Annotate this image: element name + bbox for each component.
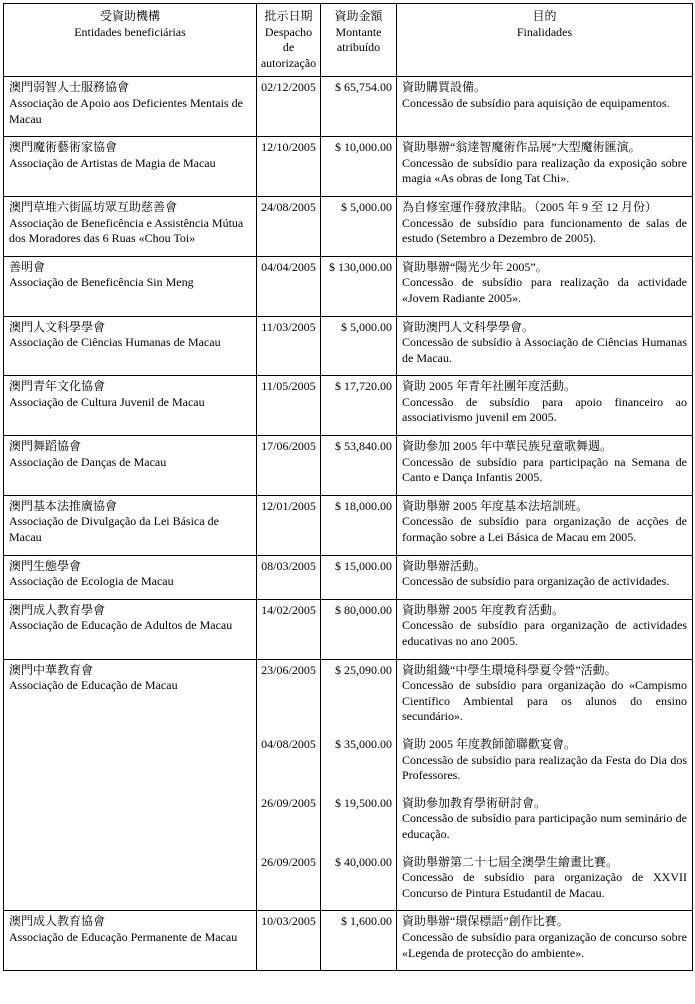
purpose-pt: Concessão de subsídio para organização de actividades educativas no ano 2005. — [402, 618, 687, 648]
header-entity-pt: Entidades beneficiárias — [74, 24, 186, 39]
purpose-zh: 為自修室運作發放津貼。（2005 年 9 至 12 月份） — [402, 199, 658, 214]
purpose-pt: Concessão de subsídio para realização da Festa do Dia dos Professores. — [402, 752, 687, 783]
purpose-cell — [397, 599, 693, 659]
purpose-cell — [397, 316, 693, 376]
entity-name-zh: 澳門人文科學學會 — [9, 319, 106, 334]
entity-name-pt: Associação de Apoio aos Deficientes Mentais de Macau — [9, 95, 243, 126]
purpose-zh: 資助參加教育學術研討會。 — [402, 795, 547, 810]
entity-name-zh: 澳門魔術藝術家協會 — [9, 140, 118, 155]
entity-name-pt: Associação de Artistas de Magia de Macau — [9, 155, 216, 170]
table-row — [4, 256, 693, 316]
amount-cell: $ 5,000.00 — [321, 316, 397, 376]
purpose-zh: 資助舉辦“翁達智魔術作品展”大型魔術匯演。 — [402, 140, 641, 155]
amount-cell: $ 17,720.00 — [321, 376, 397, 436]
purpose-cell — [397, 555, 693, 599]
table-header-row — [4, 4, 693, 77]
header-entity-zh: 受資助機構 — [99, 9, 160, 23]
entity-cell — [4, 376, 257, 436]
purpose-cell — [397, 137, 693, 197]
amount-cell: $ 5,000.00 — [321, 196, 397, 256]
purpose-zh: 資助 2005 年青年社團年度活動。 — [402, 379, 577, 394]
header-amount-pt: Montante atribuído — [335, 24, 382, 55]
purpose-cell — [397, 911, 693, 971]
entity-cell — [4, 316, 257, 376]
table-row — [4, 911, 693, 971]
entity-cell — [4, 911, 257, 971]
table-row — [4, 196, 693, 256]
purpose-cell — [397, 793, 693, 852]
amount-cell: $ 35,000.00 — [321, 734, 397, 793]
amount-cell: $ 65,754.00 — [321, 77, 397, 137]
table-row — [4, 555, 693, 599]
purpose-zh: 資助組織“中學生環境科學夏令營”活動。 — [402, 662, 617, 677]
purpose-pt: Concessão de subsídio para participação num seminário de educação. — [402, 811, 687, 841]
purpose-pt: Concessão de subsídio para participação na Semana de Canto e Dança Infantis 2005. — [402, 454, 687, 485]
purpose-pt: Concessão de subsídio para organização de acções de formação sobre a Lei Básica de Macau em 2005. — [402, 514, 687, 545]
entity-cell — [4, 77, 257, 137]
date-cell: 24/08/2005 — [257, 196, 321, 256]
entity-name-pt: Associação de Beneficência e Assistência Mútua dos Moradores das 6 Ruas «Chou Toi» — [9, 215, 244, 246]
purpose-cell — [397, 376, 693, 436]
entity-name-pt: Associação de Divulgação da Lei Básica de Macau — [9, 514, 219, 545]
amount-cell: $ 40,000.00 — [321, 852, 397, 911]
date-cell: 23/06/2005 — [257, 659, 321, 734]
purpose-zh: 資助舉辦活動。 — [402, 558, 487, 573]
amount-cell: $ 18,000.00 — [321, 495, 397, 555]
entity-name-zh: 善明會 — [9, 259, 46, 274]
entity-cell — [4, 495, 257, 555]
header-purpose — [397, 4, 693, 77]
amount-cell: $ 130,000.00 — [321, 256, 397, 316]
purpose-cell — [397, 256, 693, 316]
date-cell: 26/09/2005 — [257, 793, 321, 852]
table-row — [4, 376, 693, 436]
entity-name-zh: 澳門青年文化協會 — [9, 379, 106, 394]
date-cell: 11/05/2005 — [257, 376, 321, 436]
amount-cell: $ 25,090.00 — [321, 659, 397, 734]
entity-name-pt: Associação de Educação de Macau — [9, 678, 178, 693]
purpose-zh: 資助澳門人文科學學會。 — [402, 319, 535, 334]
purpose-pt: Concessão de subsídio para organização de concurso sobre «Legenda de protecção do ambiente». — [402, 929, 687, 960]
entity-cell — [4, 196, 257, 256]
purpose-cell — [397, 659, 693, 734]
purpose-cell — [397, 436, 693, 496]
date-cell: 12/01/2005 — [257, 495, 321, 555]
amount-cell: $ 80,000.00 — [321, 599, 397, 659]
table-body — [4, 77, 693, 971]
purpose-cell — [397, 852, 693, 911]
date-cell: 04/04/2005 — [257, 256, 321, 316]
table-row — [4, 77, 693, 137]
entity-name-pt: Associação de Cultura Juvenil de Macau — [9, 394, 205, 409]
entity-name-zh: 澳門成人教育學會 — [9, 602, 106, 617]
date-cell: 14/02/2005 — [257, 599, 321, 659]
entity-name-zh: 澳門生態學會 — [9, 558, 82, 573]
entity-name-pt: Associação de Educação de Adultos de Macau — [9, 618, 233, 633]
purpose-pt: Concessão de subsídio para realização da exposição sobre magia «As obras de Iong Tat Chi». — [402, 155, 687, 186]
date-cell: 02/12/2005 — [257, 77, 321, 137]
header-date-zh: 批示日期 — [264, 9, 313, 23]
header-amount — [321, 4, 397, 77]
entity-name-zh: 澳門弱智人士服務協會 — [9, 80, 130, 95]
header-entity — [4, 4, 257, 77]
entity-name-zh: 澳門中華教育會 — [9, 662, 94, 677]
date-cell: 08/03/2005 — [257, 555, 321, 599]
date-cell: 11/03/2005 — [257, 316, 321, 376]
purpose-zh: 資助參加 2005 年中華民族兒童歌舞週。 — [402, 439, 613, 454]
purpose-pt: Concessão de subsídio para aquisição de equipamentos. — [402, 95, 670, 110]
purpose-zh: 資助舉辦 2005 年度基本法培訓班。 — [402, 498, 589, 513]
entity-cell — [4, 599, 257, 659]
entity-cell — [4, 137, 257, 197]
entity-name-pt: Associação de Beneficência Sin Meng — [9, 275, 194, 290]
amount-cell: $ 1,600.00 — [321, 911, 397, 971]
purpose-zh: 資助舉辦“環保標語”創作比賽。 — [402, 914, 569, 929]
purpose-pt: Concessão de subsídio para organização de XXVII Concurso de Pintura Estudantil de Macau. — [402, 870, 687, 900]
purpose-cell — [397, 196, 693, 256]
entity-name-zh: 澳門基本法推廣協會 — [9, 498, 118, 513]
header-date-pt: Despacho de autorização — [260, 24, 317, 70]
entity-name-zh: 澳門舞蹈協會 — [9, 439, 82, 454]
purpose-pt: Concessão de subsídio para apoio financeiro ao associativismo juvenil em 2005. — [402, 394, 687, 425]
purpose-pt: Concessão de subsídio para organização de actividades. — [402, 574, 670, 589]
purpose-zh: 資助舉辦第二十七屆全澳學生繪畫比賽。 — [402, 854, 619, 869]
purpose-pt: Concessão de subsídio à Associação de Ciências Humanas de Macau. — [402, 335, 687, 365]
table-row — [4, 659, 693, 734]
purpose-pt: Concessão de subsídio para organização do «Campismo Científico Ambiental para os alunos do ensino secundário». — [402, 678, 687, 724]
table-row — [4, 137, 693, 197]
date-cell: 10/03/2005 — [257, 911, 321, 971]
entity-cell — [4, 256, 257, 316]
purpose-cell — [397, 734, 693, 793]
entity-name-zh: 澳門草堆六街區坊眾互助慈善會 — [9, 199, 178, 214]
table-row — [4, 436, 693, 496]
entity-name-pt: Associação de Ciências Humanas de Macau — [9, 335, 221, 350]
entity-name-zh: 澳門成人教育協會 — [9, 914, 106, 929]
date-cell: 04/08/2005 — [257, 734, 321, 793]
amount-cell: $ 19,500.00 — [321, 793, 397, 852]
header-purpose-pt: Finalidades — [516, 24, 573, 39]
purpose-zh: 資助 2005 年度教師節聯歡宴會。 — [402, 736, 577, 751]
purpose-zh: 資助舉辦 2005 年度教育活動。 — [402, 602, 565, 617]
entity-cell — [4, 436, 257, 496]
purpose-zh: 資助舉辦“陽光少年 2005”。 — [402, 259, 548, 274]
date-cell: 26/09/2005 — [257, 852, 321, 911]
purpose-cell — [397, 77, 693, 137]
purpose-cell — [397, 495, 693, 555]
purpose-pt: Concessão de subsídio para realização da actividade «Jovem Radiante 2005». — [402, 275, 687, 305]
amount-cell: $ 15,000.00 — [321, 555, 397, 599]
entity-name-pt: Associação de Educação Permanente de Macau — [9, 929, 238, 944]
date-cell: 17/06/2005 — [257, 436, 321, 496]
table-row — [4, 495, 693, 555]
header-amount-zh: 資助金額 — [334, 9, 383, 23]
purpose-pt: Concessão de subsídio para funcionamento de salas de estudo (Setembro a Dezembro de 2005). — [402, 215, 687, 246]
entity-name-pt: Associação de Danças de Macau — [9, 454, 167, 469]
date-cell: 12/10/2005 — [257, 137, 321, 197]
table-row — [4, 316, 693, 376]
table-row — [4, 599, 693, 659]
subsidy-table — [3, 3, 693, 971]
entity-name-pt: Associação de Ecologia de Macau — [9, 574, 174, 589]
amount-cell: $ 10,000.00 — [321, 137, 397, 197]
entity-cell — [4, 659, 257, 911]
amount-cell: $ 53,840.00 — [321, 436, 397, 496]
purpose-zh: 資助購買設備。 — [402, 80, 487, 95]
header-purpose-zh: 目的 — [532, 9, 557, 23]
entity-cell — [4, 555, 257, 599]
header-date — [257, 4, 321, 77]
